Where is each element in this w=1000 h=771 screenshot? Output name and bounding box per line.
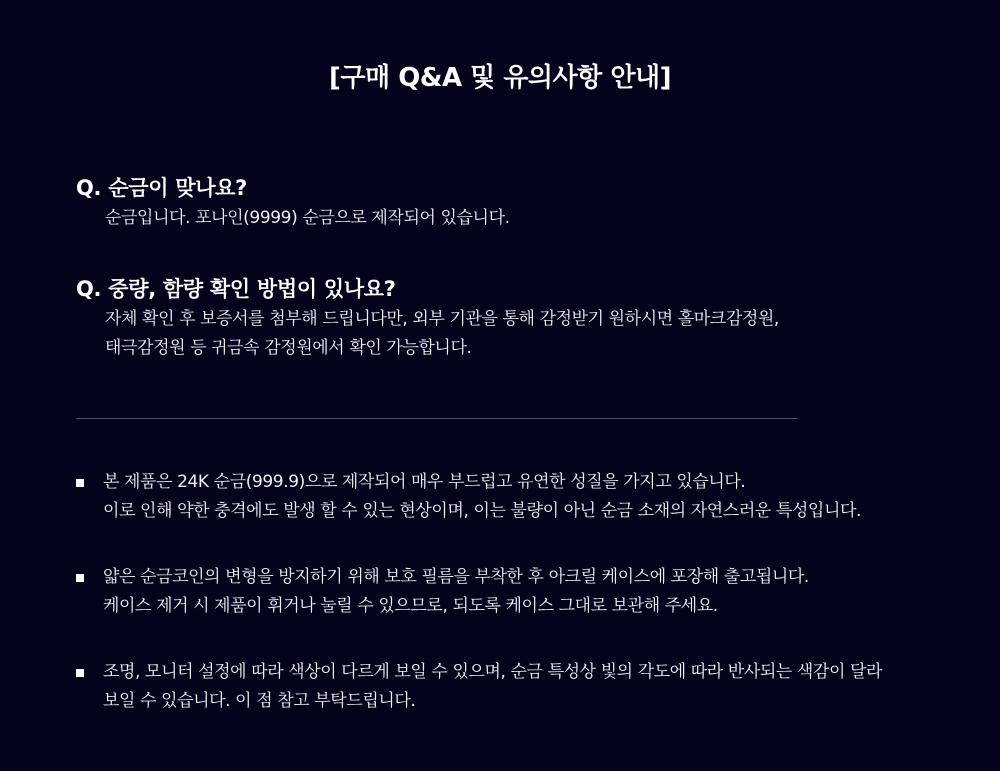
answer-text xyxy=(76,305,926,363)
notice-line: 본 제품은 24K 순금(999.9)으로 제작되어 매우 부드럽고 유연한 성질을 가지고 있습니다. xyxy=(103,472,746,492)
square-bullet-icon xyxy=(76,669,84,677)
notice-list xyxy=(76,468,956,753)
notice-item xyxy=(76,468,956,526)
answer-line: 태극감정원 등 귀금속 감정원에서 확인 가능합니다. xyxy=(105,338,472,358)
answer-line: 자체 확인 후 보증서를 첨부해 드립니다만, 외부 기관을 통해 감정받기 원하시면 홀마크감정원, xyxy=(105,309,779,329)
answer-text xyxy=(76,204,926,233)
page-title: [구매 Q&A 및 유의사항 안내] xyxy=(329,63,671,93)
notice-line: 이로 인해 약한 충격에도 발생 할 수 있는 현상이며, 이는 불량이 아닌 순금 소재의 자연스러운 특성입니다. xyxy=(103,501,861,521)
notice-item xyxy=(76,658,956,716)
notice-line: 보일 수 있습니다. 이 점 참고 부탁드립니다. xyxy=(103,691,416,711)
square-bullet-icon xyxy=(76,479,84,487)
notice-line: 조명, 모니터 설정에 따라 색상이 다르게 보일 수 있으며, 순금 특성상 빛의 각도에 따라 반사되는 색감이 달라 xyxy=(103,662,883,682)
question-heading: Q. 순금이 맞나요? xyxy=(76,176,248,200)
qa-item xyxy=(76,172,926,233)
answer-line: 순금입니다. 포나인(9999) 순금으로 제작되어 있습니다. xyxy=(105,208,510,228)
notice-line: 얇은 순금코인의 변형을 방지하기 위해 보호 필름을 부착한 후 아크릴 케이스에 포장해 출고됩니다. xyxy=(103,567,809,587)
notice-item xyxy=(76,563,956,621)
section-divider xyxy=(76,418,798,419)
qa-item xyxy=(76,273,926,363)
notice-line: 케이스 제거 시 제품이 휘거나 눌릴 수 있으므로, 되도록 케이스 그대로 보관해 주세요. xyxy=(103,596,718,616)
question-heading: Q. 중량, 함량 확인 방법이 있나요? xyxy=(76,277,396,301)
square-bullet-icon xyxy=(76,574,84,582)
